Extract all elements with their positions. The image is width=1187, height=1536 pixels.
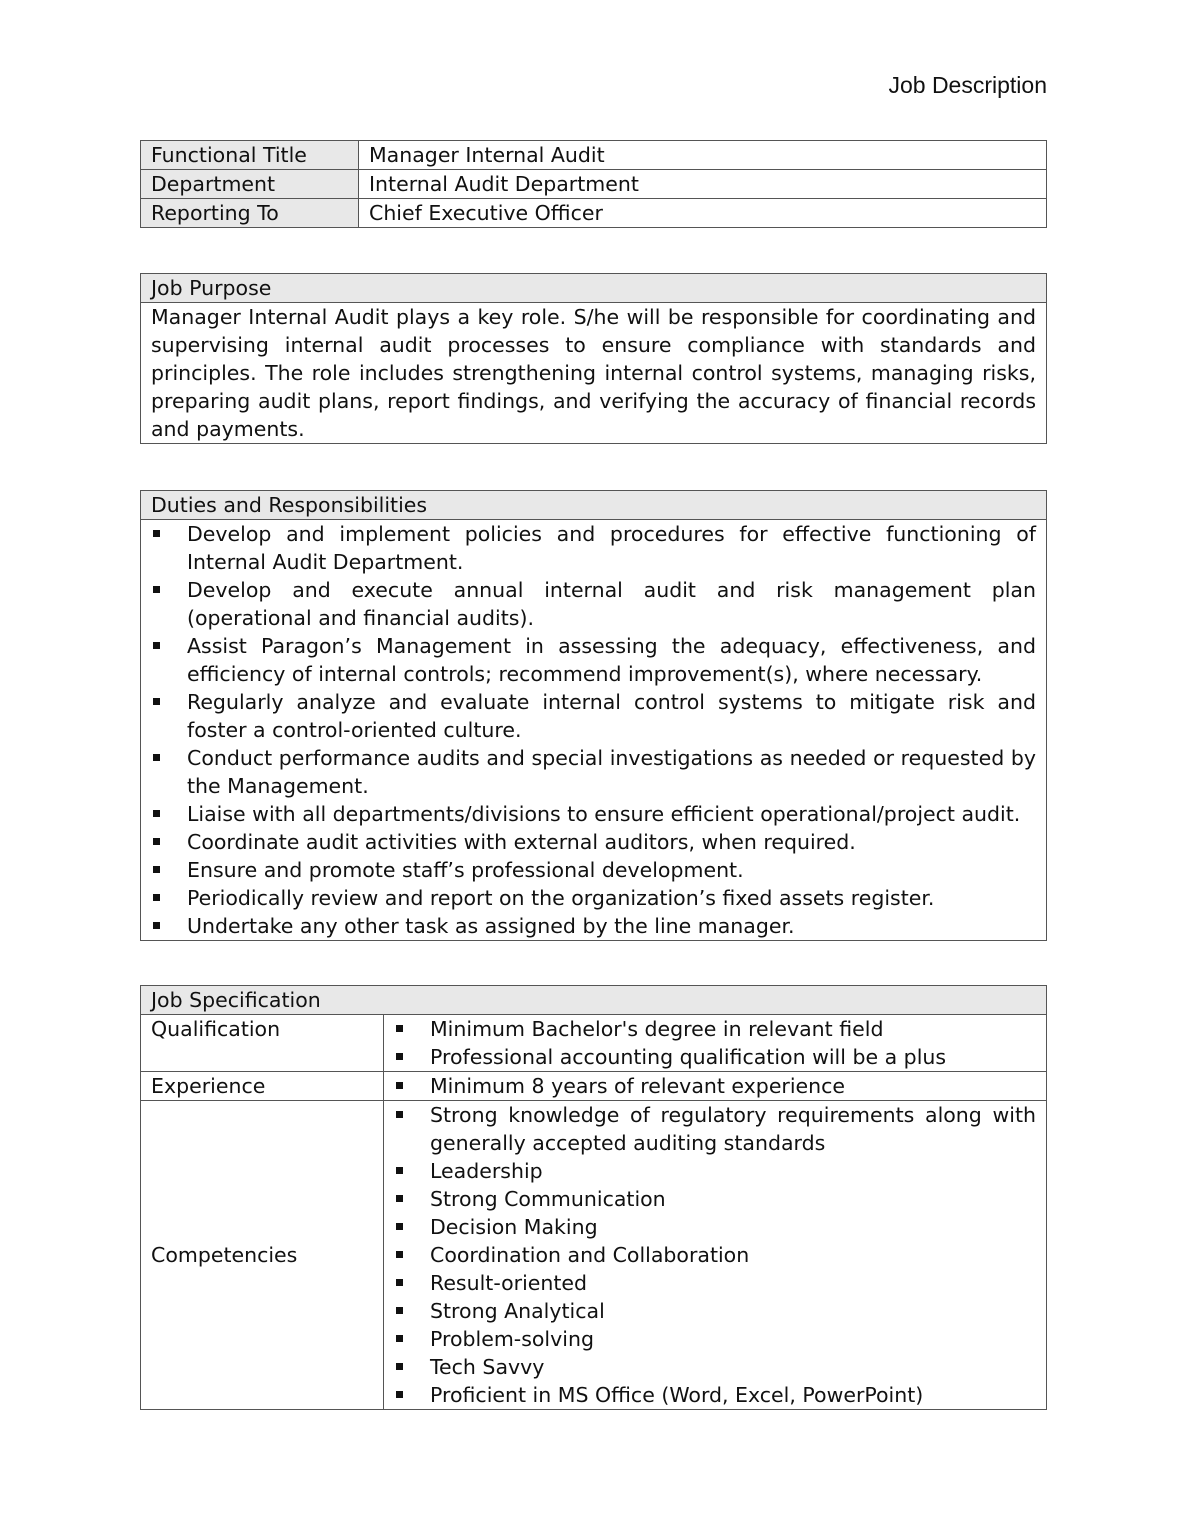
page-title: Job Description [888,72,1047,98]
job-spec-table [140,985,1047,1410]
square-bullet-icon [153,838,160,845]
square-bullet-icon [153,698,160,705]
experience-label: Experience [141,1072,384,1101]
job-spec-heading: Job Specification [141,986,1047,1015]
square-bullet-icon [396,1279,403,1286]
list-item: Professional accounting qualification will be a plus [394,1043,1036,1071]
list-item: Coordinate audit activities with external auditors, when required. [151,828,1036,856]
list-item: Tech Savvy [394,1353,1036,1381]
square-bullet-icon [153,586,160,593]
duties-list [151,520,1036,940]
list-item: Strong Analytical [394,1297,1036,1325]
department-value: Internal Audit Department [359,170,1047,199]
table-row [141,199,1047,228]
qualification-label: Qualification [141,1015,384,1072]
duties-table [140,490,1047,941]
square-bullet-icon [153,810,160,817]
square-bullet-icon [396,1167,403,1174]
department-label: Department [141,170,359,199]
table-row [141,170,1047,199]
list-item: Minimum 8 years of relevant experience [394,1072,1036,1100]
table-row [141,1072,1047,1101]
list-item: Liaise with all departments/divisions to ensure efficient operational/project audit. [151,800,1036,828]
list-item: Periodically review and report on the organization’s fixed assets register. [151,884,1036,912]
square-bullet-icon [396,1391,403,1398]
list-item: Problem-solving [394,1325,1036,1353]
experience-list [394,1072,1036,1100]
list-item: Result-oriented [394,1269,1036,1297]
list-item: Develop and execute annual internal audit and risk management plan (operational and financial audits). [151,576,1036,632]
functional-title-label: Functional Title [141,141,359,170]
list-item: Develop and implement policies and procedures for effective functioning of Internal Audit Department. [151,520,1036,576]
square-bullet-icon [396,1223,403,1230]
square-bullet-icon [153,866,160,873]
list-item: Decision Making [394,1213,1036,1241]
square-bullet-icon [396,1082,403,1089]
job-purpose-heading: Job Purpose [141,274,1047,303]
list-item: Proficient in MS Office (Word, Excel, PowerPoint) [394,1381,1036,1409]
square-bullet-icon [396,1195,403,1202]
list-item: Ensure and promote staff’s professional development. [151,856,1036,884]
square-bullet-icon [396,1363,403,1370]
square-bullet-icon [396,1251,403,1258]
square-bullet-icon [153,894,160,901]
square-bullet-icon [153,642,160,649]
list-item: Minimum Bachelor's degree in relevant field [394,1015,1036,1043]
list-item: Undertake any other task as assigned by the line manager. [151,912,1036,940]
job-info-table [140,140,1047,228]
job-purpose-text: Manager Internal Audit plays a key role. S/he will be responsible for coordinating and supervising internal audit processes to ensure compliance with standards and principles. The role includes strengthening internal control systems, managing risks, preparing audit plans, report findings, and verifying the accuracy of financial records and payments. [141,303,1047,444]
square-bullet-icon [396,1307,403,1314]
list-item: Strong knowledge of regulatory requirements along with generally accepted auditing standards [394,1101,1036,1157]
square-bullet-icon [396,1053,403,1060]
reporting-to-value: Chief Executive Officer [359,199,1047,228]
table-row [141,141,1047,170]
square-bullet-icon [153,922,160,929]
list-item: Conduct performance audits and special investigations as needed or requested by the Management. [151,744,1036,800]
square-bullet-icon [153,530,160,537]
square-bullet-icon [396,1335,403,1342]
list-item: Assist Paragon’s Management in assessing the adequacy, effectiveness, and efficiency of internal controls; recommend improvement(s), where necessary. [151,632,1036,688]
job-purpose-table [140,273,1047,444]
duties-heading: Duties and Responsibilities [141,491,1047,520]
square-bullet-icon [153,754,160,761]
qualification-list [394,1015,1036,1071]
functional-title-value: Manager Internal Audit [359,141,1047,170]
reporting-to-label: Reporting To [141,199,359,228]
list-item: Regularly analyze and evaluate internal control systems to mitigate risk and foster a control-oriented culture. [151,688,1036,744]
square-bullet-icon [396,1025,403,1032]
list-item: Coordination and Collaboration [394,1241,1036,1269]
competencies-label: Competencies [141,1101,384,1410]
square-bullet-icon [396,1111,403,1118]
table-row [141,1101,1047,1410]
competencies-list [394,1101,1036,1409]
list-item: Strong Communication [394,1185,1036,1213]
table-row [141,1015,1047,1072]
list-item: Leadership [394,1157,1036,1185]
